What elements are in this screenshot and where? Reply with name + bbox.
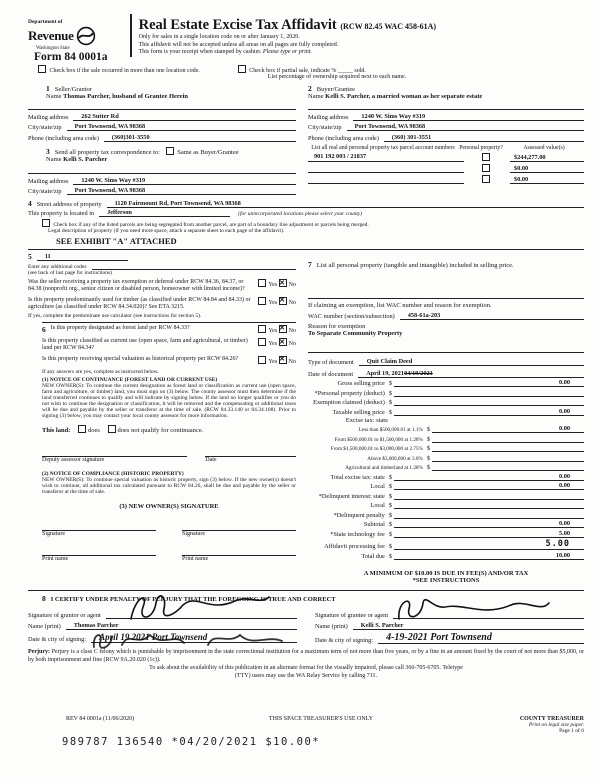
excise-tier-row: From $500,000.01 to $1,500,000 at 1.28% $ <box>308 435 584 443</box>
exemption-reason-value: To Separate Community Property <box>308 329 403 337</box>
form-header <box>28 14 584 57</box>
current-use-question: Is this property classified as current use (open space, farm and agricultural, or timber) land per RCW 84.34? Yes ✕ No <box>42 338 296 352</box>
buyer-mailing-row: Mailing address 1240 W. Sims Way #319 <box>308 113 584 121</box>
parcel-col-personal: Personal property? <box>459 144 503 151</box>
dor-swirl-icon <box>76 26 96 46</box>
total-value: 0.00 <box>394 520 584 528</box>
segregated-checkbox-row: Check box if any of the listed parcels are being segregated from another parcel, are part of a boundary line adjustment or parcels being merged. <box>42 219 584 228</box>
wac-number-row: WAC number (section/subsection) 458-61a-203 <box>308 312 584 320</box>
total-row: *Delinquent interest: state $ <box>308 492 584 500</box>
assessed-value: $244,277.00 <box>510 154 584 162</box>
compliance-text: NEW OWNER(S): To continue special valuation as historic property, sign (3) below. If the new owner(s) doesn't wish to continue, all additional tax calculated pursuant to RCW 84.26, shall be due and payable by the seller or transferor at the time of sale. <box>42 476 296 495</box>
header-note-2: This affidavit will not be accepted unless all areas on all pages are fully completed. <box>138 41 339 48</box>
header-note-3: This form is your receipt when stamped by cashier. Please type or print. <box>138 49 312 56</box>
continuance-text: NEW OWNER(S): To continue the current designation as forest land or classification as current use (open space, farm and agriculture, or timber) land, you must sign on (3) below. The county assessor must then determine if the land transferred continues to qualify and will indicate by signing below. If the land no longer qualifies or you do not wish to continue the designation or classification, it will be removed and the compensating or additional taxes will be due and payable by the seller or transferor at the time of sale. (RCW 84.33.140 or 84.34.108). Prior to signing (3) below, you may contact your local county assessor for more information. <box>42 382 296 419</box>
parcel-table-header <box>308 145 584 151</box>
tier-value <box>432 454 584 462</box>
seller-name: Thomas Parcher, husband of Grantee Herein <box>63 92 188 100</box>
seller-name-row: Name Thomas Parcher, husband of Grantee Herein <box>46 92 188 100</box>
total-row: Subtotal $ 0.00 <box>308 520 584 528</box>
land-qualify-row: This land: does does not qualify for continuance. <box>42 426 204 434</box>
total-row: Total excise tax: state $ 0.00 <box>308 473 584 481</box>
money-value <box>394 398 584 406</box>
grantor-date-city: April 19 2021 Port Townsend <box>91 632 297 643</box>
buyer-city-value: Port Townsend, WA 98368 <box>347 123 584 131</box>
excise-tax-state-label: Excise tax: state <box>345 416 388 424</box>
yes-checkbox <box>258 297 266 305</box>
partial-sale-checkbox <box>238 65 246 73</box>
grantor-signature <box>123 587 273 627</box>
section-8 <box>28 590 584 645</box>
tax-corr-name: Kelli S. Parcher <box>63 155 108 163</box>
tax-corr-name-row: Name Kelli S. Parcher <box>46 155 108 163</box>
section-7 <box>304 252 584 584</box>
grantor-signature-block <box>28 609 297 645</box>
new-owner-signature-title: (3) NEW OWNER(S) SIGNATURE <box>119 502 219 510</box>
section-2 <box>304 84 584 196</box>
section3-heading: 3 Send all property tax correspondence to: Same as Buyer/Grantee <box>46 146 239 156</box>
tier-value <box>432 444 584 452</box>
treasurer-use-label: THIS SPACE TREASURER'S USE ONLY <box>268 716 374 722</box>
header-divider <box>130 14 132 57</box>
grantee-sig-row: Signature of grantee or agent <box>315 611 584 619</box>
parcel-number: 901 192 003 / 21837 <box>308 153 464 162</box>
logo-state-label: Washington State <box>36 45 70 51</box>
same-as-buyer-checkbox <box>166 147 174 155</box>
personal-property-list-label: 7 List all personal property (tangible and intangible) included in selling price. <box>308 260 514 270</box>
page-title: Real Estate Excise Tax Affidavit (RCW 82.45 WAC 458-61A) <box>138 17 437 33</box>
partial-sale-label: Check box if partial sale, indicate % _____ sold. <box>249 67 366 74</box>
property-county-value: Jefferson <box>99 209 230 217</box>
parcel-row <box>308 164 584 173</box>
legal-description-label: Legal description of property (if you need more space, attach a separate sheet to each page of the affidavit). <box>48 228 285 235</box>
additional-codes-value <box>92 262 297 270</box>
grantee-print-name: Kelli S. Parcher <box>353 622 584 630</box>
grantor-print-name: Thomas Parcher <box>66 622 297 630</box>
logo-dept-label: Department of <box>28 19 63 25</box>
section-4: 4 Street address of property 1120 Fairmount Rd, Port Townsend, WA 98368 This property is located in Jefferson (for unincorporated locations please select your county) Check box if any of the listed parcels are being segregated from another parcel, are part of a boundary line adjustment or parcels being merged. Legal description of property (if you need more space, attach a separate sheet to each page of the affidavit). SEE EXHIBIT "A" ATTACHED <box>28 199 584 250</box>
minimum-due-note: A MINIMUM OF $10.00 IS DUE IN FEE(S) AND/OR TAX *SEE INSTRUCTIONS <box>363 569 529 584</box>
property-street-value: 1120 Fairmount Rd, Port Townsend, WA 98368 <box>107 200 584 208</box>
excise-tier-row: From $1,500,000.01 to $3,000,000 at 2.75% $ <box>308 444 584 452</box>
doc-date-row: Date of document April 19, 202104/19/2021 <box>308 370 584 378</box>
county-note: (for unincorporated locations please select your county) <box>238 211 363 218</box>
processing-fee-row: Affidavit processing fee $ 5.00 <box>308 539 584 550</box>
logo-revenue-label: Revenue <box>28 28 74 43</box>
parcel-col-numbers: List all real and personal property tax parcel account numbers <box>311 144 455 151</box>
parcel-number <box>308 164 464 173</box>
total-row: *Delinquent penalty $ <box>308 511 584 519</box>
yes-checkbox <box>258 325 266 333</box>
location-code-value: 11 <box>37 253 128 261</box>
does-not-checkbox <box>108 425 116 433</box>
historic-property-question: Is this property receiving special valuation as historical property per RCW 84.26? Yes ✕ No <box>42 356 296 366</box>
tier-value: 0.00 <box>432 425 584 433</box>
seller-mailing-value: 262 Sutter Rd <box>73 113 296 121</box>
perjury-paragraph: Perjury: Perjury is a class C felony which is punishable by imprisonment in the state correctional institution for a maximum term of not more than five years, or by a fine in an amount fixed by the court of not more than $5,000, or by both imprisonment and fine (RCW 9A.20.020 (1c)). <box>28 649 585 664</box>
predominate-use-note: If yes, complete the predominate use calculator (see instructions for section 5). <box>28 312 202 319</box>
assessed-value: $0.00 <box>510 176 584 184</box>
alternate-format-note: To ask about the availability of this publication in an alternate format for the visually impaired, please call 360-705-6705. Teletype (TTY) users may use the WA Relay Service by calling 711. <box>149 664 463 679</box>
seller-city-value: Port Townsend, WA 98368 <box>67 123 296 131</box>
compliance-title: (2) NOTICE OF COMPLIANCE (HISTORIC PROPERTY) <box>42 470 184 477</box>
buyer-mailing-value: 1240 W. Sims Way #319 <box>353 113 584 121</box>
excise-tier-row: Agricultural and timberland at 1.28% $ <box>308 463 584 471</box>
section2-heading: 2 Buyer/Grantee <box>308 83 356 93</box>
buyer-phone-row: Phone (including area code) (360) 301-3551 <box>308 134 584 142</box>
rev-number: REV 84 0001a (11/06/2020) <box>66 716 135 722</box>
personal-property-checkbox <box>482 175 490 183</box>
seller-mailing-row: Mailing address 262 Sutter Rd <box>28 113 296 121</box>
grantee-name-row: Name (print) Kelli S. Parcher <box>315 622 584 630</box>
seller-phone-value: (360)301-3550 <box>104 134 296 142</box>
grantee-date-row: Date & city of signing: 4-19-2021 Port Townsend <box>315 632 584 644</box>
seller-phone-row: Phone (including area code) (360)301-3550 <box>28 134 296 142</box>
assessed-value: $0.00 <box>510 165 584 173</box>
excise-tier-row: Less than $500,000.01 at 1.1% $ 0.00 <box>308 425 584 433</box>
money-value <box>394 389 584 397</box>
section1-heading: 1 Seller/Grantor <box>46 83 92 93</box>
personal-property-checkbox <box>482 153 490 161</box>
no-checkbox-checked <box>279 279 287 287</box>
buyer-name-row: Name Kelli S. Parcher, a married woman as her separate estate <box>308 92 483 100</box>
excise-tier-row: Above $3,000,000 at 3.0% $ <box>308 454 584 462</box>
section-5-6: 5 11 Enter any additional codes (see back of last page for instructions) Was the seller receiving a property tax exemption or deferral under RCW 84.36, 84.37, or 84.38 (nonprofit org., senior citizen or disabled person, homeowner with limited income)? Yes ✕ No Is this property predominantly used for timber (as classified under RCW 84.84 and 84.33) or agriculture (as classified under RCW 84.34.020)? See ETA 3215. Yes ✕ No If yes, complete the predominate use calculator (see instructions for section 5). 6 Is this property designated as forest land per RCW 84.33? Yes ✕ No Is this property classified as current use (open space, farm and agricultural, or timber) land per RCW 84.34? Yes ✕ No Is this property receiving special valuation as historical property per RCW 84.26? Yes ✕ No If any answers are yes, complete as instructed below. (1) NOTICE OF CONTINUANCE (FOREST LAND OR CURRENT USE) NEW OWNER(S): To continue the current designation as forest land or classification as current use (open space, farm and agriculture, or timber) land, you must sign on (3) below. The county assessor must then determine if the land transferred continues to qualify and will indicate by signing below. If the land no longer qualifies or you do not wish to continue the designation or classification, it will be removed and the compensating or additional taxes will be due and payable by the seller or transferor at the time of sale. (RCW 84.33.140 or 84.34.108). Prior to signing (3) below, you may contact your local county assessor for more information. This land: does does not qualify for continuance. Deputy assessor signature Date (2) NOTICE OF COMPLIANCE (HISTORIC PROPERTY) NEW OWNER(S): To continue special valuation as historic property, sign (3) below. If the new owner(s) doesn't wish to continue, all additional tax calculated pursuant to RCW 84.26, shall be due and payable by the seller or transferor at the time of sale. (3) NEW OWNER(S) SIGNATURE Signature Signature Print name Print name <box>28 252 304 584</box>
grantor-date-row: Date & city of signing: April 19 2021 Port Townsend <box>28 632 297 643</box>
header-note-1: Only for sales in a single location code on or after January 1, 2020. <box>138 34 300 41</box>
money-value: 0.00 <box>394 408 584 416</box>
total-due-value: 10.00 <box>394 552 584 560</box>
exemption-note: If claiming an exemption, list WAC number and reason for exemption. <box>308 302 492 310</box>
total-value <box>394 492 584 500</box>
total-value: 0.00 <box>394 482 584 490</box>
page-number: Page 1 of 6 <box>559 728 584 734</box>
legal-paper-note: Print on legal size paper. <box>528 722 584 728</box>
county-treasurer-label: COUNTY TREASURER <box>519 716 584 722</box>
tier-value <box>432 463 584 471</box>
grantor-sig-row: Signature of grantor or agent <box>28 611 297 619</box>
yes-checkbox <box>258 356 266 364</box>
treasurer-stamp: 989787 136540 *04/20/2021 $10.00* <box>62 736 321 748</box>
deputy-date-field: Date <box>205 446 296 463</box>
total-value <box>394 511 584 519</box>
owner-signature-field: Signature <box>182 520 296 537</box>
tax-corr-mailing-row: Mailing address 1240 W. Sims Way #319 <box>28 177 296 185</box>
multi-location-checkbox-row <box>38 65 200 80</box>
buyer-phone-value: (360) 301-3551 <box>384 134 584 142</box>
total-value: 0.00 <box>394 473 584 481</box>
yes-checkbox <box>258 338 266 346</box>
total-row: Local $ <box>308 501 584 509</box>
page-footer <box>28 716 584 734</box>
title-rcw: (RCW 82.45 WAC 458-61A) <box>340 22 437 31</box>
owner-print-name-field: Print name <box>42 545 156 562</box>
forest-land-question: 6 Is this property designated as forest land per RCW 84.33? Yes ✕ No <box>42 325 296 335</box>
no-checkbox-checked <box>279 297 287 305</box>
parcel-row <box>308 175 584 184</box>
personal-property-checkbox <box>482 164 490 172</box>
multi-location-checkbox <box>38 65 46 73</box>
money-row: Gross selling price $ 0.00 <box>308 379 584 387</box>
partial-sale-checkbox-row <box>238 65 406 80</box>
doc-type-row: Type of document Quit Claim Deed <box>308 358 584 366</box>
processing-fee-value: 5.00 <box>394 539 584 550</box>
tax-corr-city-row: City/state/zip Port Townsend, WA 98368 <box>28 187 296 195</box>
exemption-reason-label: Reason for exemption <box>308 322 366 330</box>
continuance-title: (1) NOTICE OF CONTINUANCE (FOREST LAND OR CURRENT USE) <box>42 376 218 383</box>
money-row: Exemption claimed (deduct) $ <box>308 398 584 406</box>
header-notes <box>139 34 584 57</box>
buyer-name: Kelli S. Parcher, a married woman as her separate estate <box>325 92 483 100</box>
total-due-row: Total due $ 10.00 <box>308 552 584 560</box>
form-number: Form 84 0001a <box>34 50 108 63</box>
parcel-col-assessed: Assessed value(s) <box>523 144 565 151</box>
seller-city-row: City/state/zip Port Townsend, WA 98368 <box>28 123 296 131</box>
section-1-3 <box>28 84 304 196</box>
money-row: Taxable selling price $ 0.00 <box>308 408 584 416</box>
no-checkbox-checked <box>279 338 287 346</box>
money-value: 0.00 <box>394 379 584 387</box>
does-checkbox <box>78 425 86 433</box>
doc-date-struck: 04/19/2021 <box>404 369 433 377</box>
total-row: Local $ 0.00 <box>308 482 584 490</box>
owner-print-name-field: Print name <box>182 545 296 562</box>
parcel-number <box>308 175 464 184</box>
no-checkbox-checked <box>279 325 287 333</box>
doc-type-value: Quit Claim Deed <box>359 358 584 366</box>
wac-number-value: 458-61a-203 <box>400 312 584 320</box>
tier-value <box>432 435 584 443</box>
county-treasurer-block <box>454 716 584 734</box>
exemption-deferral-question: Was the seller receiving a property tax exemption or deferral under RCW 84.36, 84.37, or 84.38 (nonprofit org., senior citizen or disabled person, homeowner with limited income)? Yes ✕ No <box>28 279 296 293</box>
no-checkbox-checked <box>279 356 287 364</box>
money-row: *Personal property (deduct) $ <box>308 389 584 397</box>
ownership-percentage-note: List percentage of ownership acquired next to each name. <box>267 73 407 80</box>
grantee-date-city: 4-19-2021 Port Townsend <box>378 632 584 644</box>
certify-statement: 8 I CERTIFY UNDER PENALTY OF PERJURY THAT THE FOREGOING IS TRUE AND CORRECT <box>42 593 336 603</box>
total-value: 5.00 <box>394 530 584 538</box>
doc-date-value: April 19, 202104/19/2021 <box>358 370 584 378</box>
legal-description-value: SEE EXHIBIT "A" ATTACHED <box>56 236 177 247</box>
segregated-checkbox <box>42 219 50 227</box>
grantee-signature-block <box>315 609 584 645</box>
multi-location-label: Check box if the sale occurred in more than one location code. <box>49 67 200 74</box>
total-row: *State technology fee $ 5.00 <box>308 530 584 538</box>
parcel-row <box>308 153 584 162</box>
grantor-name-row: Name (print) Thomas Parcher <box>28 622 297 630</box>
tax-corr-mailing-value: 1240 W. Sims Way #319 <box>73 177 296 185</box>
additional-codes-note: (see back of last page for instructions) <box>28 270 112 277</box>
if-yes-note: If any answers are yes, complete as instructed below. <box>42 368 159 375</box>
owner-signature-field: Signature <box>42 520 156 537</box>
yes-checkbox <box>258 279 266 287</box>
tax-corr-city-value: Port Townsend, WA 98368 <box>67 187 296 195</box>
total-value <box>394 501 584 509</box>
deputy-signature-field: Deputy assessor signature <box>42 446 187 463</box>
buyer-city-row: City/state/zip Port Townsend, WA 98368 <box>308 123 584 131</box>
timber-agriculture-question: Is this property predominantly used for timber (as classified under RCW 84.84 and 84.33) or agriculture (as classified under RCW 84.34.020)? See ETA 3215. Yes ✕ No <box>28 297 296 311</box>
